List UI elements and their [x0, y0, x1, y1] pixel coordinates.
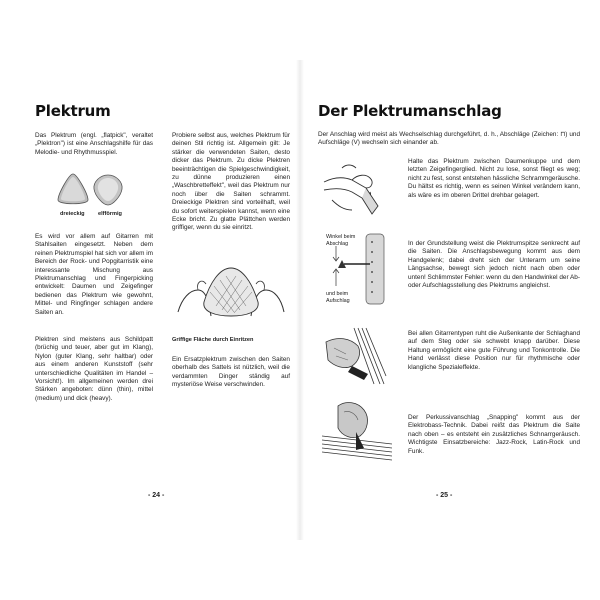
hand-on-bridge-icon	[324, 328, 386, 384]
paragraph-usage: Es wird vor allem auf Gitarren mit Stahlsaiten eingesetzt. Neben dem reinen Plektrumspiel hat sich vor allem im Bereich der Rock- und Popgitarristik eine interessante Mischung aus Plektrumanschlag und Fingerpicking entwickelt: Daumen und Zeigefinger bedienen das Plektrum wie gewohnt, Mittel- und Ringfinger schlagen andere Saiten an.	[35, 233, 153, 316]
right-page	[300, 0, 600, 600]
hand-holding-pick-icon	[178, 268, 284, 316]
caption-triangle: dreieckig	[60, 211, 85, 217]
snapping-technique-icon	[322, 403, 392, 460]
paragraph-materials: Plektren sind meistens aus Schildpatt (brüchig und teuer, aber gut im Klang), Nylon (guter Klang, sehr haltbar) oder aus einem anderen Kunststoff (sehr unterschiedliche Qualitäten im Handel – Vorsicht!). Im allgemeinen werden drei Stärken angeboten: dünn (thin), mittel (medium) und dick (heavy).	[35, 336, 153, 402]
page-title-plektrum: Plektrum	[35, 102, 111, 120]
caption-teardrop: elfförmig	[98, 211, 122, 217]
page-number-right: - 25 -	[436, 492, 453, 499]
hand-grip-figure	[322, 160, 388, 222]
intro-alternate-picking: Der Anschlag wird meist als Wechselschlag durchgeführt, d. h., Abschläge (Zeichen: ⊓) und Aufschläge (V) wechseln sich einander ab.	[318, 131, 580, 147]
intro-text: Das Plektrum (engl. „flatpick", veraltet „Plektron") ist eine Anschlagshilfe für das Melodie- und Rhythmusspiel.	[35, 132, 153, 156]
triangle-pick-icon	[58, 174, 88, 204]
page-title-plektrumanschlag: Der Plektrumanschlag	[318, 102, 502, 120]
teardrop-pick-icon	[94, 175, 122, 205]
paragraph-basic-position: In der Grundstellung weist die Plektrumspitze senkrecht auf die Saiten. Die Anschlagsbewegung kommt aus dem Handgelenk; dabei dreht sich der Unterarm um seine Längsachse, bewegt sich jedoch nicht nach oben oder unten! Schlimmster Fehler: wenn du den Handwinkel der Ab- oder Aufschlagsstellung des Plektrums angleichst.	[408, 240, 580, 290]
hand-on-bridge-figure	[322, 326, 388, 386]
hand-grip-icon	[324, 165, 378, 214]
angle-label-upstroke: und beim Aufschlag	[326, 291, 350, 304]
scored-pick-figure	[176, 262, 286, 328]
paragraph-hand-position: Bei allen Gitarrentypen ruht die Außenkante der Schlaghand auf dem Steg oder sie schwebt knapp darüber. Diese Haltung ermöglicht eine gute Führung und Tonkontrolle. Die Hand verlässt diese Position nur für rhythmische oder klangliche Spezialeffekte.	[408, 330, 580, 371]
caption-grip: Griffige Fläche durch Einritzen	[172, 337, 254, 343]
paragraph-spare-pick: Ein Ersatzplektrum zwischen den Saiten oberhalb des Sattels ist nützlich, weil die verdammten Dinger ständig auf mysteriöse Weise verschwinden.	[172, 356, 290, 389]
paragraph-grip: Halte das Plektrum zwischen Daumenkuppe und dem letzten Zeigefingerglied. Nicht zu lose, sonst fliegt es weg; nicht zu fest, sonst entstehen hässliche Schrammgeräusche. Du hältst es richtig, wenn es seinen Winkel verändern kann, als wäre es im oberen Drittel drehbar gelagert.	[408, 158, 580, 199]
snapping-figure	[322, 398, 392, 464]
paragraph-snapping: Der Perkussivanschlag „Snapping" kommt aus der Elektrobass-Technik. Dabei reißt das Plektrum die Saite nach oben – es entsteht ein zusätzliches Schnarrgeräusch. Wichtigste Einsatzbereiche: Jazz-Rock, Latin-Rock und Funk.	[408, 414, 580, 455]
angle-label-downstroke: Winkel beim Abschlag	[326, 234, 356, 247]
pick-shapes-figure	[55, 172, 125, 210]
page-number-left: - 24 -	[148, 492, 165, 499]
paragraph-choose-pick: Probiere selbst aus, welches Plektrum für deinen Stil richtig ist. Allgemein gilt: Je stärker die verwendeten Saiten, desto dicker das Plektrum. Zu dicke Plektren beeinträchtigen die Spielgeschwindigkeit, zu dünne produzieren einen „Waschbretteffekt", weil das Plektrum nur noch über die Saiten schrammt. Dreieckige Plektren sind vorteilhaft, weil du sofort weiterspielen kannst, wenn eine Ecke bricht. Zu glatte Plättchen werden griffiger, wenn du sie einritzt.	[172, 132, 290, 232]
